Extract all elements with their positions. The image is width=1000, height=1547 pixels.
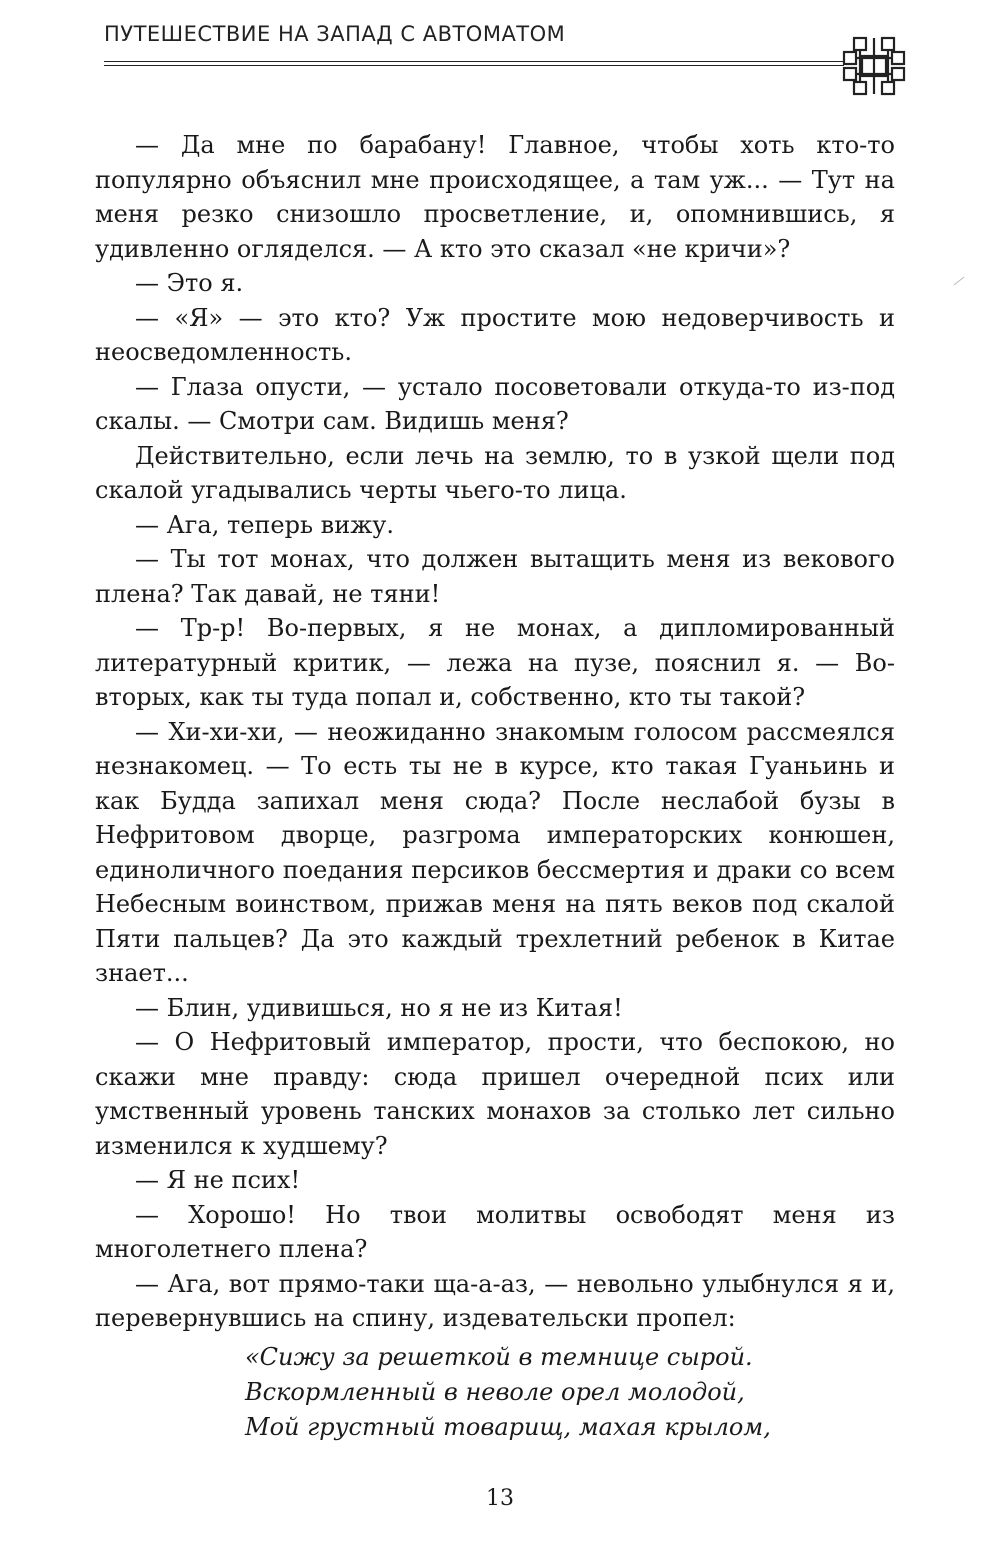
running-header: ПУТЕШЕСТВИЕ НА ЗАПАД С АВТОМАТОМ: [104, 22, 566, 46]
verse-line: Вскормленный в неволе орел молодой,: [245, 1378, 745, 1406]
body-text: [95, 128, 895, 1336]
chinese-knot-icon: [842, 34, 906, 98]
paragraph: Действительно, если лечь на землю, то в узкой щели под скалой угадывались черты чьего-то лица.: [95, 441, 895, 504]
paragraph: — Ага, теперь вижу.: [135, 510, 395, 539]
paragraph: — Да мне по барабану! Главное, чтобы хоть кто-то популярно объяснил мне происходящее, а там уж... — Тут на меня резко снизошло просветление, и, опомнившись, я удивленно огляделся. — А кто это сказал «не кричи»?: [95, 131, 895, 263]
page-number: 13: [486, 1486, 514, 1511]
verse-line: Мой грустный товарищ, махая крылом,: [245, 1413, 771, 1441]
paragraph: — Ага, вот прямо-таки ща-а-аз, — невольно улыбнулся я и, перевернувшись на спину, издевательски пропел:: [95, 1269, 895, 1332]
verse-block: [245, 1340, 885, 1445]
paragraph: — Это я.: [135, 269, 244, 297]
paragraph: — Тр-р! Во-первых, я не монах, а дипломированный литературный критик, — лежа на пузе, пояснил я. — Во-вторых, как ты туда попал и, собственно, кто ты такой?: [95, 614, 895, 711]
header-rule-second: [104, 65, 844, 66]
paragraph: — О Нефритовый император, прости, что беспокою, но скажи мне правду: сюда пришел очередной псих или умственный уровень танских монахов за столько лет сильно изменился к худшему?: [95, 1028, 895, 1160]
paragraph: — Хи-хи-хи, — неожиданно знакомым голосом рассмеялся незнакомец. — То есть ты не в курсе, кто такая Гуаньинь и как Будда запихал меня сюда? После неслабой бузы в Нефритовом дворце, разгрома императорских конюшен, единоличного поедания персиков бессмертия и драки со всем Небесным воинством, прижав меня на пять веков под скалой Пяти пальцев? Да это каждый трехлетний ребенок в Китае знает...: [95, 717, 895, 987]
print-speck: [952, 276, 966, 286]
paragraph: — Глаза опусти, — устало посоветовали откуда-то из-под скалы. — Смотри сам. Видишь меня?: [95, 372, 895, 435]
verse-line: «Сижу за решеткой в темнице сырой.: [245, 1343, 753, 1371]
paragraph: — Блин, удивишься, но я не из Китая!: [135, 993, 623, 1022]
paragraph: — «Я» — это кто? Уж простите мою недоверчивость и неосведомленность.: [95, 303, 895, 366]
paragraph: — Я не псих!: [135, 1166, 301, 1194]
header-rule: [104, 61, 844, 62]
paragraph: — Ты тот монах, что должен вытащить меня из векового плена? Так давай, не тяни!: [95, 545, 895, 608]
paragraph: — Хорошо! Но твои молитвы освободят меня из многолетнего плена?: [95, 1200, 895, 1263]
